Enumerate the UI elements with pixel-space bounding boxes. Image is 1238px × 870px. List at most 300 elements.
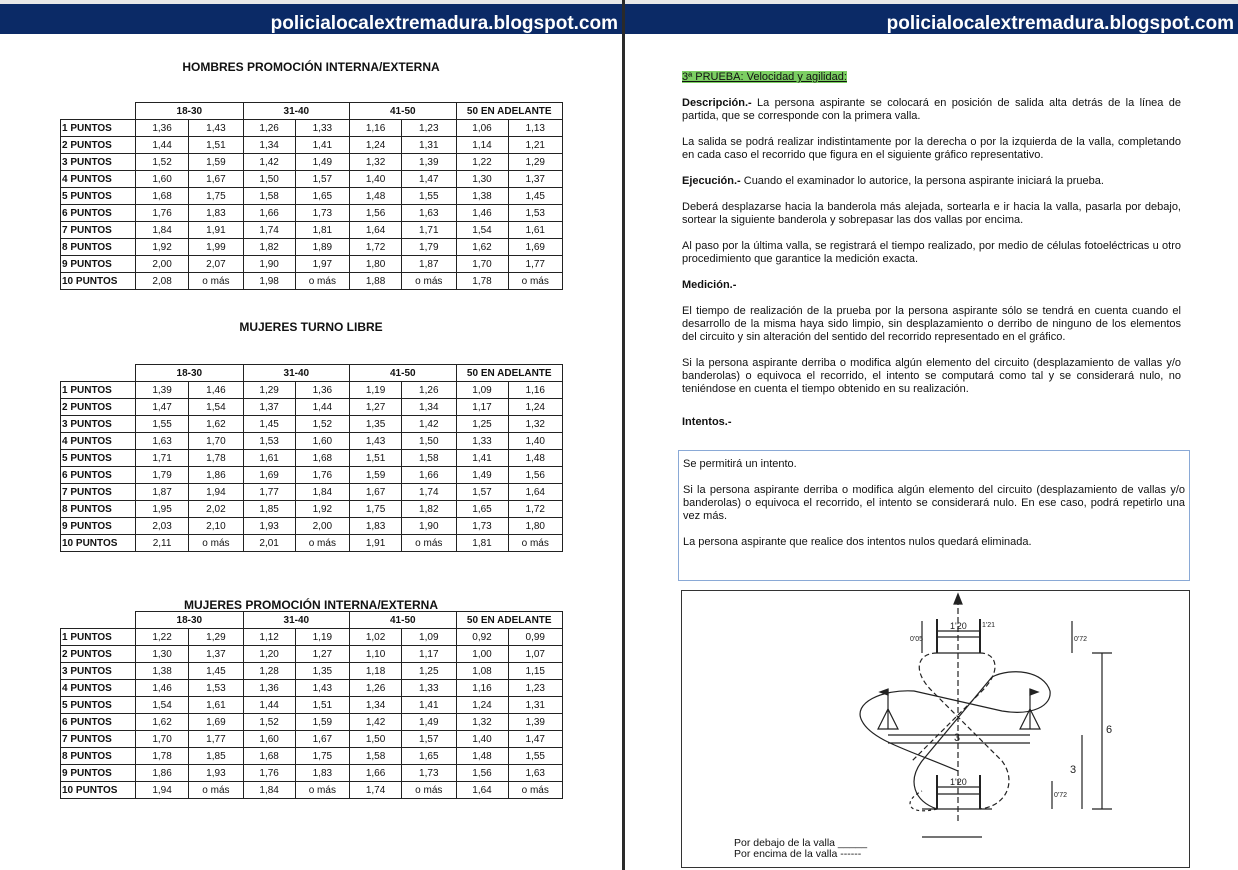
time-cell: 1,09 (456, 382, 508, 399)
time-cell: 2,07 (189, 256, 243, 273)
time-cell: 1,67 (350, 484, 402, 501)
time-cell: 1,52 (135, 154, 188, 171)
points-label: 8 PUNTOS (61, 501, 136, 518)
time-cell: 1,36 (243, 680, 295, 697)
time-cell: 1,60 (243, 731, 295, 748)
time-cell: 1,06 (456, 120, 508, 137)
time-cell: 1,69 (508, 239, 563, 256)
course-diagram-svg (682, 591, 1189, 867)
score-table-hombres (60, 102, 563, 290)
table-row (61, 171, 563, 188)
execution-paragraph: Ejecución.- Cuando el examinador lo autorice, la persona aspirante iniciará la prueba. (682, 175, 1104, 187)
table-row (61, 120, 563, 137)
time-cell: 1,68 (135, 188, 188, 205)
age-group-header: 31-40 (243, 365, 349, 382)
time-cell: 1,78 (189, 450, 243, 467)
table-row (61, 765, 563, 782)
time-cell: 1,70 (189, 433, 243, 450)
attempts-one: Se permitirá un intento. (683, 458, 797, 470)
time-cell: 1,16 (508, 382, 563, 399)
age-group-header: 50 EN ADELANTE (456, 103, 563, 120)
time-cell: 1,72 (350, 239, 402, 256)
time-cell: 1,86 (135, 765, 188, 782)
time-cell: o más (402, 273, 456, 290)
age-group-header: 50 EN ADELANTE (456, 612, 563, 629)
points-label: 5 PUNTOS (61, 450, 136, 467)
time-cell: 1,98 (243, 273, 295, 290)
time-cell: 1,61 (508, 222, 563, 239)
time-cell: 1,72 (508, 501, 563, 518)
time-cell: 2,10 (189, 518, 243, 535)
table-row (61, 484, 563, 501)
time-cell: 1,68 (243, 748, 295, 765)
time-cell: 1,46 (189, 382, 243, 399)
time-cell: 1,65 (402, 748, 456, 765)
time-cell: 1,53 (189, 680, 243, 697)
time-cell: 1,59 (295, 714, 349, 731)
table-row (61, 629, 563, 646)
time-cell: 1,37 (243, 399, 295, 416)
time-cell: 1,41 (402, 697, 456, 714)
time-cell: 1,91 (350, 535, 402, 552)
time-cell: 1,91 (189, 222, 243, 239)
time-cell: 1,93 (189, 765, 243, 782)
dim-label-bottom-height: 0'72 (1054, 792, 1068, 799)
time-cell: 1,22 (135, 629, 188, 646)
time-cell: 1,33 (456, 433, 508, 450)
time-cell: 1,43 (350, 433, 402, 450)
time-cell: 1,63 (402, 205, 456, 222)
time-cell: 1,24 (456, 697, 508, 714)
time-cell: 1,50 (402, 433, 456, 450)
time-cell: 1,92 (135, 239, 188, 256)
table-row (61, 646, 563, 663)
table-header-row (61, 365, 563, 382)
time-cell: 1,89 (295, 239, 349, 256)
points-label: 6 PUNTOS (61, 467, 136, 484)
time-cell: 1,63 (135, 433, 188, 450)
time-cell: 1,61 (189, 697, 243, 714)
time-cell: 1,42 (243, 154, 295, 171)
time-cell: o más (402, 535, 456, 552)
time-cell: 1,26 (243, 120, 295, 137)
start-arrow-icon (954, 594, 962, 604)
time-cell: o más (189, 782, 243, 799)
timing-paragraph: Al paso por la última valla, se registrará el tiempo realizado, por medio de células fotoeléctricas u otro procedimiento que garantice la medición exacta. (682, 240, 1181, 265)
table-header-row (61, 103, 563, 120)
time-cell: 1,60 (295, 433, 349, 450)
time-cell: 1,65 (456, 501, 508, 518)
time-cell: 1,87 (135, 484, 188, 501)
table-row (61, 239, 563, 256)
time-cell: 1,47 (135, 399, 188, 416)
dim-label-3-horizontal: 3 (954, 732, 961, 744)
time-cell: 1,53 (243, 433, 295, 450)
time-cell: 1,46 (456, 205, 508, 222)
time-cell: 1,75 (189, 188, 243, 205)
time-cell: 1,17 (402, 646, 456, 663)
time-cell: 1,49 (402, 714, 456, 731)
dim-label-120-top: 1'20 (950, 621, 967, 631)
legend-under: Por debajo de la valla _____ (734, 837, 868, 849)
time-cell: 1,86 (189, 467, 243, 484)
time-cell: o más (295, 782, 349, 799)
age-group-header: 18-30 (135, 365, 243, 382)
time-cell: 1,84 (135, 222, 188, 239)
time-cell: 1,80 (350, 256, 402, 273)
points-label: 3 PUNTOS (61, 154, 136, 171)
time-cell: 1,78 (456, 273, 508, 290)
time-cell: 1,53 (508, 205, 563, 222)
attempts-box (678, 450, 1190, 581)
time-cell: 1,75 (350, 501, 402, 518)
time-cell: 1,90 (243, 256, 295, 273)
time-cell: 1,58 (243, 188, 295, 205)
time-cell: 1,20 (243, 646, 295, 663)
time-cell: 1,40 (350, 171, 402, 188)
points-label: 6 PUNTOS (61, 714, 136, 731)
time-cell: 1,39 (508, 714, 563, 731)
points-label: 10 PUNTOS (61, 782, 136, 799)
time-cell: 1,57 (402, 731, 456, 748)
time-cell: 2,03 (135, 518, 188, 535)
time-cell: 1,15 (508, 663, 563, 680)
table-title-mujeres-libre: MUJERES TURNO LIBRE (239, 320, 383, 334)
time-cell: 1,09 (402, 629, 456, 646)
blog-banner-left: policialocalextremadura.blogspot.com (0, 0, 622, 34)
time-cell: 1,73 (456, 518, 508, 535)
description-paragraph: Descripción.- La persona aspirante se colocará en posición de salida alta detrás de la línea de partida, que se corresponde con la primera valla. (682, 97, 1181, 122)
time-cell: 1,84 (243, 782, 295, 799)
points-label: 10 PUNTOS (61, 535, 136, 552)
time-cell: 1,79 (402, 239, 456, 256)
time-cell: 1,60 (135, 171, 188, 188)
time-cell: 1,79 (135, 467, 188, 484)
points-label: 3 PUNTOS (61, 416, 136, 433)
table-row (61, 501, 563, 518)
time-cell: 1,54 (135, 697, 188, 714)
time-cell: 1,66 (402, 467, 456, 484)
time-cell: 1,55 (135, 416, 188, 433)
time-cell: 1,17 (456, 399, 508, 416)
test-heading: 3ª PRUEBA: Velocidad y agilidad: (682, 71, 847, 83)
time-cell: 1,12 (243, 629, 295, 646)
time-cell: 1,81 (456, 535, 508, 552)
time-cell: 1,52 (295, 416, 349, 433)
dim-label-120-bottom: 1'20 (950, 777, 967, 787)
time-cell: 1,45 (243, 416, 295, 433)
time-cell: 1,99 (189, 239, 243, 256)
age-group-header: 18-30 (135, 612, 243, 629)
time-cell: 1,44 (295, 399, 349, 416)
time-cell: 1,93 (243, 518, 295, 535)
time-cell: 1,77 (189, 731, 243, 748)
time-cell: 1,27 (350, 399, 402, 416)
time-cell: 1,14 (456, 137, 508, 154)
time-cell: 1,82 (402, 501, 456, 518)
time-cell: 1,62 (189, 416, 243, 433)
time-cell: 1,30 (456, 171, 508, 188)
time-cell: 1,41 (456, 450, 508, 467)
time-cell: 1,56 (456, 765, 508, 782)
time-cell: o más (295, 535, 349, 552)
age-group-header: 18-30 (135, 103, 243, 120)
table-row (61, 205, 563, 222)
time-cell: 1,02 (350, 629, 402, 646)
time-cell: 1,94 (135, 782, 188, 799)
points-label: 5 PUNTOS (61, 697, 136, 714)
time-cell: 1,62 (456, 239, 508, 256)
points-label: 2 PUNTOS (61, 137, 136, 154)
table-row (61, 663, 563, 680)
points-label: 7 PUNTOS (61, 731, 136, 748)
points-label: 2 PUNTOS (61, 646, 136, 663)
time-cell: 1,35 (295, 663, 349, 680)
time-cell: 1,24 (350, 137, 402, 154)
time-cell: 1,76 (243, 765, 295, 782)
age-group-header: 31-40 (243, 103, 349, 120)
time-cell: 1,44 (135, 137, 188, 154)
time-cell: 1,67 (189, 171, 243, 188)
points-label: 1 PUNTOS (61, 629, 136, 646)
null-attempt-paragraph: Si la persona aspirante derriba o modifica algún elemento del circuito (desplazamiento de vallas y/o banderolas) o equivoca el recorrido, el intento se computará como tal y se considerará nulo, no teniéndose en cuenta el tiempo obtenido en su realización. (682, 357, 1181, 395)
time-cell: 1,64 (508, 484, 563, 501)
points-label: 2 PUNTOS (61, 399, 136, 416)
time-cell: 1,78 (135, 748, 188, 765)
route-paragraph: Deberá desplazarse hacia la banderola más alejada, sortearla e ir hacia la valla, pasarla por debajo, sortear la siguiente banderola y sobrepasar las dos vallas por encima. (682, 201, 1181, 226)
time-cell: 1,31 (508, 697, 563, 714)
time-cell: 1,76 (135, 205, 188, 222)
time-cell: 1,45 (189, 663, 243, 680)
points-label: 3 PUNTOS (61, 663, 136, 680)
time-cell: 1,07 (508, 646, 563, 663)
time-cell: 1,66 (243, 205, 295, 222)
time-cell: 1,30 (135, 646, 188, 663)
time-cell: 1,85 (243, 501, 295, 518)
time-cell: 1,83 (189, 205, 243, 222)
time-cell: o más (508, 782, 563, 799)
time-cell: 1,41 (295, 137, 349, 154)
time-cell: 1,46 (135, 680, 188, 697)
points-label: 6 PUNTOS (61, 205, 136, 222)
time-cell: 1,77 (508, 256, 563, 273)
points-label: 8 PUNTOS (61, 239, 136, 256)
time-cell: 1,64 (350, 222, 402, 239)
table-row (61, 782, 563, 799)
table-row (61, 680, 563, 697)
time-cell: 1,59 (350, 467, 402, 484)
time-cell: 1,74 (402, 484, 456, 501)
time-cell: 1,38 (135, 663, 188, 680)
time-cell: 1,63 (508, 765, 563, 782)
time-cell: 1,40 (456, 731, 508, 748)
right-flag-icon (1030, 689, 1038, 695)
time-cell: 1,38 (456, 188, 508, 205)
time-cell: 1,35 (350, 416, 402, 433)
table-row (61, 535, 563, 552)
time-cell: 2,08 (135, 273, 188, 290)
score-table-mujeres-libre (60, 364, 563, 552)
time-cell: 1,74 (350, 782, 402, 799)
time-cell: 1,23 (508, 680, 563, 697)
time-cell: 1,43 (189, 120, 243, 137)
time-cell: 1,97 (295, 256, 349, 273)
time-cell: 1,31 (402, 137, 456, 154)
table-row (61, 399, 563, 416)
time-cell: 1,47 (508, 731, 563, 748)
time-cell: 1,36 (135, 120, 188, 137)
time-cell: 1,29 (243, 382, 295, 399)
attempts-null: Si la persona aspirante derriba o modifica algún elemento del circuito (desplazamiento de vallas y/o banderolas) o equivoca el recorrido, el intento se considerará nulo. En ese caso, podrá repetirlo una vez más. (683, 484, 1185, 522)
table-row (61, 518, 563, 535)
diagram-legend (734, 838, 867, 860)
time-cell: 1,39 (402, 154, 456, 171)
time-cell: 1,22 (456, 154, 508, 171)
points-label: 4 PUNTOS (61, 171, 136, 188)
age-group-header: 41-50 (350, 365, 456, 382)
table-row (61, 697, 563, 714)
time-cell: 1,50 (350, 731, 402, 748)
time-cell: 1,87 (402, 256, 456, 273)
points-label: 9 PUNTOS (61, 518, 136, 535)
time-cell: 1,81 (295, 222, 349, 239)
time-cell: 1,73 (402, 765, 456, 782)
time-cell: 1,58 (402, 450, 456, 467)
time-cell: 1,70 (135, 731, 188, 748)
time-cell: 1,28 (243, 663, 295, 680)
time-cell: 1,61 (243, 450, 295, 467)
age-group-header: 41-50 (350, 612, 456, 629)
table-title-hombres: HOMBRES PROMOCIÓN INTERNA/EXTERNA (182, 60, 440, 74)
dim-label-3-vertical: 3 (1070, 764, 1077, 776)
time-cell: 1,73 (295, 205, 349, 222)
table-row (61, 731, 563, 748)
time-cell: 1,27 (295, 646, 349, 663)
table-header-row (61, 612, 563, 629)
time-cell: 1,25 (456, 416, 508, 433)
time-cell: 2,00 (135, 256, 188, 273)
time-cell: 1,51 (189, 137, 243, 154)
time-cell: o más (295, 273, 349, 290)
points-label: 4 PUNTOS (61, 680, 136, 697)
time-cell: 1,51 (350, 450, 402, 467)
time-cell: 1,49 (456, 467, 508, 484)
time-cell: 1,71 (402, 222, 456, 239)
time-cell: 1,74 (243, 222, 295, 239)
points-label: 8 PUNTOS (61, 748, 136, 765)
time-cell: 1,76 (295, 467, 349, 484)
table-title-mujeres-promocion: MUJERES PROMOCIÓN INTERNA/EXTERNA (183, 598, 439, 612)
time-cell: 1,59 (189, 154, 243, 171)
time-cell: 1,55 (402, 188, 456, 205)
legend-over: Por encima de la valla ------ (734, 848, 862, 860)
time-cell: 1,00 (456, 646, 508, 663)
time-cell: 1,84 (295, 484, 349, 501)
table-row (61, 273, 563, 290)
time-cell: 1,32 (350, 154, 402, 171)
dim-label-small-height: 0'05 (910, 636, 924, 643)
table-row (61, 433, 563, 450)
attempts-heading: Intentos.- (682, 416, 732, 428)
time-cell: 0,92 (456, 629, 508, 646)
start-paragraph: La salida se podrá realizar indistintamente por la derecha o por la izquierda de la valla, completando en cada caso el recorrido que figura en el siguiente gráfico representativo. (682, 136, 1181, 161)
time-cell: 1,62 (135, 714, 188, 731)
time-cell: 1,34 (350, 697, 402, 714)
course-diagram (681, 590, 1190, 868)
time-cell: 1,82 (243, 239, 295, 256)
time-cell: 0,99 (508, 629, 563, 646)
time-cell: 1,26 (350, 680, 402, 697)
time-cell: 1,83 (350, 518, 402, 535)
time-cell: 1,37 (189, 646, 243, 663)
points-label: 7 PUNTOS (61, 222, 136, 239)
time-cell: o más (508, 273, 563, 290)
time-cell: 2,01 (243, 535, 295, 552)
time-cell: 1,70 (456, 256, 508, 273)
table-row (61, 222, 563, 239)
time-cell: 1,45 (508, 188, 563, 205)
table-row (61, 467, 563, 484)
time-cell: o más (189, 535, 243, 552)
table-row (61, 256, 563, 273)
time-cell: 1,48 (508, 450, 563, 467)
time-cell: o más (189, 273, 243, 290)
time-cell: 1,42 (402, 416, 456, 433)
time-cell: 1,80 (508, 518, 563, 535)
time-cell: 1,52 (243, 714, 295, 731)
blog-banner-right: policialocalextremadura.blogspot.com (625, 0, 1238, 34)
time-cell: 1,58 (350, 748, 402, 765)
time-cell: 1,68 (295, 450, 349, 467)
time-cell: 1,36 (295, 382, 349, 399)
time-cell: 1,55 (508, 748, 563, 765)
dim-label-top-height: 0'72 (1074, 636, 1088, 643)
time-cell: 1,34 (243, 137, 295, 154)
points-label: 9 PUNTOS (61, 256, 136, 273)
time-cell: 1,54 (456, 222, 508, 239)
time-cell: 1,48 (350, 188, 402, 205)
time-cell: 1,92 (295, 501, 349, 518)
time-cell: 1,67 (295, 731, 349, 748)
time-cell: 1,34 (402, 399, 456, 416)
time-cell: 1,49 (295, 154, 349, 171)
time-cell: 1,29 (189, 629, 243, 646)
flag-height-label: 1'21 (982, 622, 996, 629)
points-label: 7 PUNTOS (61, 484, 136, 501)
time-cell: 1,33 (295, 120, 349, 137)
table-row (61, 188, 563, 205)
time-cell: 1,13 (508, 120, 563, 137)
time-cell: 1,21 (508, 137, 563, 154)
time-cell: 1,65 (295, 188, 349, 205)
age-group-header: 50 EN ADELANTE (456, 365, 563, 382)
time-cell: 1,40 (508, 433, 563, 450)
time-cell: 1,95 (135, 501, 188, 518)
time-cell: 1,75 (295, 748, 349, 765)
time-cell: 1,88 (350, 273, 402, 290)
time-cell: 1,23 (402, 120, 456, 137)
time-cell: o más (402, 782, 456, 799)
time-cell: 1,39 (135, 382, 188, 399)
table-row (61, 714, 563, 731)
time-cell: 1,19 (295, 629, 349, 646)
time-cell: 1,16 (456, 680, 508, 697)
age-group-header: 41-50 (350, 103, 456, 120)
time-cell: 1,56 (508, 467, 563, 484)
time-cell: 1,69 (243, 467, 295, 484)
table-row (61, 748, 563, 765)
points-label: 1 PUNTOS (61, 120, 136, 137)
